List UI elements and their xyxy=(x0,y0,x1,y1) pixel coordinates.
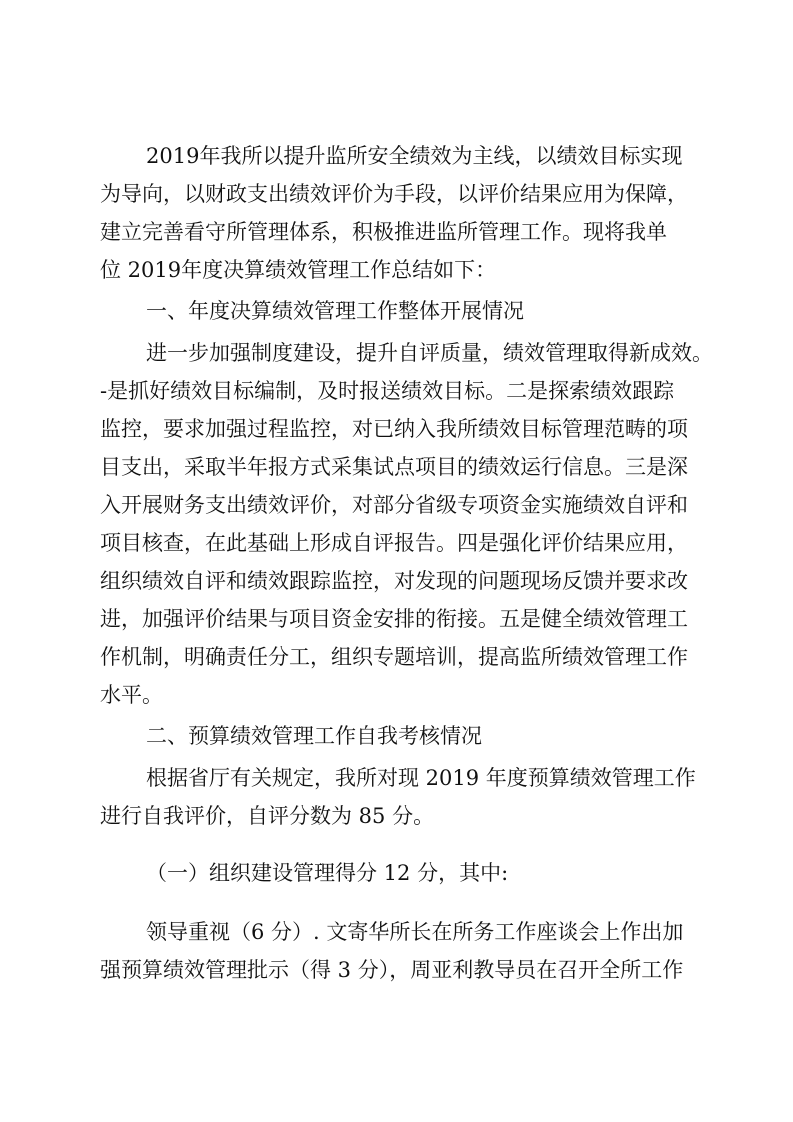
intro-line-4: 位 2019年度决算绩效管理工作总结如下： xyxy=(100,258,497,282)
subsection1-line-1: 领导重视（6 分）. 文寄华所长在所务工作座谈会上作出加 xyxy=(146,920,684,944)
section1-line-3: 监控，要求加强过程监控，对已纳入我所绩效目标管理范畴的项 xyxy=(100,417,688,441)
section1-line-7: 组织绩效自评和绩效跟踪监控，对发现的问题现场反馈并要求改 xyxy=(100,569,688,593)
subsection1-line-2: 强预算绩效管理批示（得 3 分），周亚利教导员在召开全所工作 xyxy=(100,958,684,982)
section-heading-2: 二、预算绩效管理工作自我考核情况 xyxy=(146,724,482,748)
section1-line-1: 进一步加强制度建设，提升自评质量，绩效管理取得新成效。 xyxy=(146,341,713,365)
intro-line-1: 2019年我所以提升监所安全绩效为主线，以绩效目标实现 xyxy=(146,144,683,168)
section2-line-2: 进行自我评价，自评分数为 85 分。 xyxy=(100,804,435,828)
intro-line-3: 建立完善看守所管理体系，积极推进监所管理工作。现将我单 xyxy=(100,220,667,244)
section-heading-1: 一、年度决算绩效管理工作整体开展情况 xyxy=(146,299,524,323)
section2-line-1: 根据省厅有关规定，我所对现 2019 年度预算绩效管理工作 xyxy=(146,766,696,790)
subsection-heading-1: （一）组织建设管理得分 12 分，其中: xyxy=(146,861,509,885)
intro-line-2: 为导向，以财政支出绩效评价为手段，以评价结果应用为保障， xyxy=(100,182,688,206)
section1-line-9: 作机制，明确责任分工，组织专题培训，提高监所绩效管理工作 xyxy=(100,645,688,669)
section1-line-10: 水平。 xyxy=(100,683,163,707)
section1-line-8: 进，加强评价结果与项目资金安排的衔接。五是健全绩效管理工 xyxy=(100,607,688,631)
section1-line-2: -是抓好绩效目标编制，及时报送绩效目标。二是探索绩效跟踪 xyxy=(100,379,675,403)
section1-line-5: 入开展财务支出绩效评价，对部分省级专项资金实施绩效自评和 xyxy=(100,493,688,517)
section1-line-4: 目支出，采取半年报方式采集试点项目的绩效运行信息。三是深 xyxy=(100,455,688,479)
section1-line-6: 项目核查，在此基础上形成自评报告。四是强化评价结果应用， xyxy=(100,531,688,555)
